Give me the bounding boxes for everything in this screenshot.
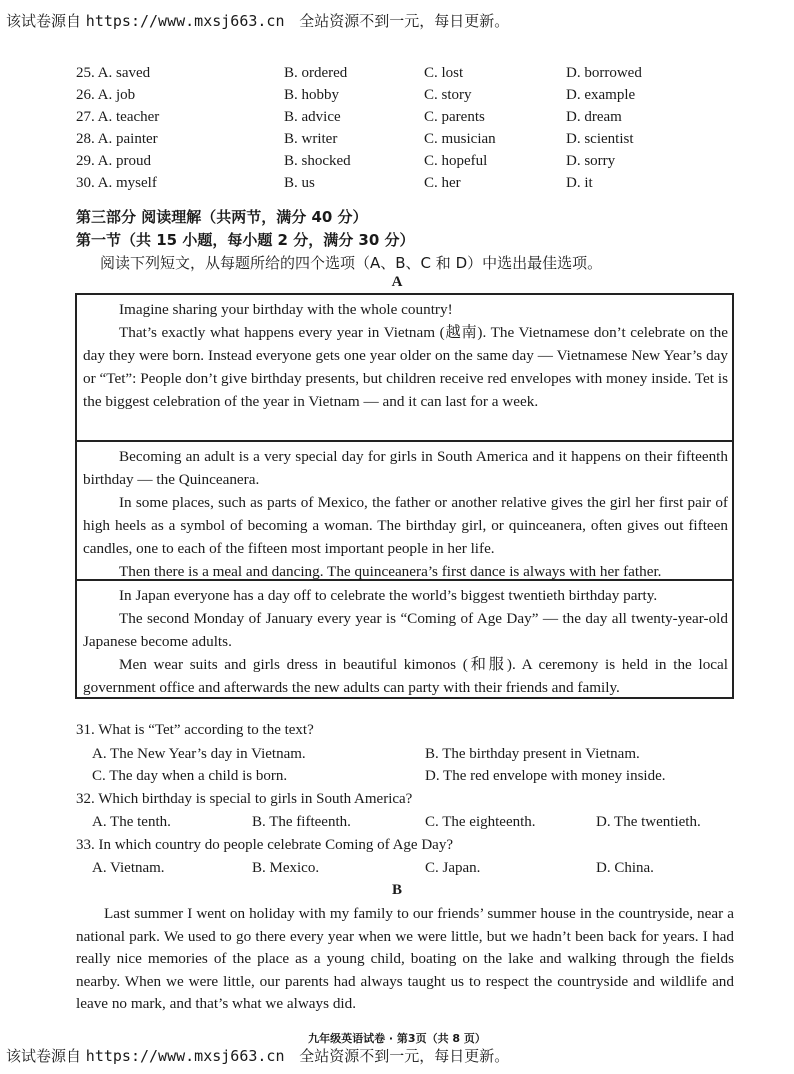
option-b: B. us bbox=[284, 174, 315, 191]
text-box-south-america bbox=[75, 440, 734, 579]
paragraph: Last summer I went on holiday with my family to our friends’ summer house in the countryside, near a national park. We used to go there every year when we were little, but we hadn’t been back for years. I had really nice memories of the place as a young child, boating on the lake and walking through the fields nearby. When we were little, our parents had always taught us to respect the countryside and wildlife and leave no mark, and that’s what we always did. bbox=[76, 905, 734, 1012]
option-d: D. scientist bbox=[566, 130, 634, 147]
answer-33-d: D. China. bbox=[596, 860, 654, 876]
option-row-29 bbox=[76, 150, 716, 172]
question-33: 33. In which country do people celebrate Coming of Age Day? bbox=[76, 837, 453, 853]
passage-b bbox=[76, 903, 734, 1016]
watermark-prefix: 该试卷源自 bbox=[6, 12, 82, 30]
page-footer: 九年级英语试卷 · 第3页（共 8 页） bbox=[308, 1032, 486, 1045]
option-a: 29. A. proud bbox=[76, 152, 151, 169]
option-a: 26. A. job bbox=[76, 86, 136, 103]
option-c: C. parents bbox=[424, 108, 485, 125]
option-d: D. dream bbox=[566, 108, 622, 125]
paragraph: Imagine sharing your birthday with the whole country! bbox=[119, 301, 453, 318]
watermark-bottom bbox=[6, 1045, 509, 1066]
watermark-url[interactable]: https://www.mxsj663.cn bbox=[85, 12, 285, 30]
question-32: 32. Which birthday is special to girls in South America? bbox=[76, 791, 413, 807]
watermark-url[interactable]: https://www.mxsj663.cn bbox=[85, 1047, 285, 1065]
option-d: D. example bbox=[566, 86, 636, 103]
question-31: 31. What is “Tet” according to the text? bbox=[76, 722, 314, 738]
answer-31-a: A. The New Year’s day in Vietnam. bbox=[92, 746, 306, 762]
paragraph: In some places, such as parts of Mexico, the father or another relative gives the girl her first pair of high heels as a symbol of becoming a woman. The birthday girl, or quinceanera, often gives out fifteen candles, one to each of the fifteen most important people in her life. bbox=[83, 494, 728, 557]
option-d: D. borrowed bbox=[566, 64, 642, 81]
option-b: B. ordered bbox=[284, 64, 348, 81]
option-row-30 bbox=[76, 172, 716, 194]
paragraph: Men wear suits and girls dress in beautiful kimonos (和服). A ceremony is held in the local government office and afterwards the new adults can party with their friends and family. bbox=[83, 656, 728, 696]
option-row-25 bbox=[76, 62, 716, 84]
answer-33-a: A. Vietnam. bbox=[92, 860, 165, 876]
part3-title: 第三部分 阅读理解（共两节，满分 40 分） bbox=[76, 208, 368, 226]
watermark-suffix: 全站资源不到一元，每日更新。 bbox=[299, 1047, 510, 1065]
option-b: B. writer bbox=[284, 130, 338, 147]
paragraph: Becoming an adult is a very special day for girls in South America and it happens on their fifteenth birthday — the Quinceanera. bbox=[83, 448, 728, 488]
option-a: 25. A. saved bbox=[76, 64, 151, 81]
section1-title: 第一节（共 15 小题，每小题 2 分，满分 30 分） bbox=[76, 231, 415, 249]
answer-33-c: C. Japan. bbox=[425, 860, 481, 876]
option-row-27 bbox=[76, 106, 716, 128]
watermark-top bbox=[6, 10, 509, 31]
answer-32-c: C. The eighteenth. bbox=[425, 814, 536, 830]
answer-32-a: A. The tenth. bbox=[92, 814, 171, 830]
option-c: C. story bbox=[424, 86, 472, 103]
text-box-vietnam bbox=[75, 293, 734, 440]
answer-32-b: B. The fifteenth. bbox=[252, 814, 351, 830]
answer-32-d: D. The twentieth. bbox=[596, 814, 701, 830]
answer-33-b: B. Mexico. bbox=[252, 860, 320, 876]
watermark-prefix: 该试卷源自 bbox=[6, 1047, 82, 1065]
option-row-26 bbox=[76, 84, 716, 106]
option-a: 28. A. painter bbox=[76, 130, 158, 147]
option-c: C. lost bbox=[424, 64, 464, 81]
answer-31-b: B. The birthday present in Vietnam. bbox=[425, 746, 640, 762]
option-b: B. hobby bbox=[284, 86, 340, 103]
option-c: C. musician bbox=[424, 130, 496, 147]
passage-b-label: B bbox=[391, 882, 402, 898]
watermark-suffix: 全站资源不到一元，每日更新。 bbox=[299, 12, 510, 30]
option-d: D. it bbox=[566, 174, 593, 191]
passage-a-label: A bbox=[391, 274, 403, 290]
paragraph: The second Monday of January every year is “Coming of Age Day” — the day all twenty-year-old Japanese become adults. bbox=[83, 610, 728, 650]
option-row-28 bbox=[76, 128, 716, 150]
option-a: 30. A. myself bbox=[76, 174, 157, 191]
paragraph: In Japan everyone has a day off to celebrate the world’s biggest twentieth birthday party. bbox=[119, 587, 658, 604]
option-b: B. advice bbox=[284, 108, 341, 125]
reading-instruction: 阅读下列短文，从每题所给的四个选项（A、B、C 和 D）中选出最佳选项。 bbox=[100, 254, 603, 272]
text-box-japan bbox=[75, 579, 734, 699]
paragraph: That’s exactly what happens every year in Vietnam (越南). The Vietnamese don’t celebrate on the day they were born. Instead everyone gets one year older on the same day — Vietnamese New Year’s day or “Tet”: People don’t give birthday presents, but children receive red envelopes with money inside. Tet is the biggest celebration of the year in Vietnam — and it can last for a week. bbox=[83, 324, 728, 410]
option-d: D. sorry bbox=[566, 152, 616, 169]
cloze-options bbox=[76, 62, 716, 194]
answer-31-d: D. The red envelope with money inside. bbox=[425, 768, 666, 784]
option-c: C. hopeful bbox=[424, 152, 488, 169]
answer-31-c: C. The day when a child is born. bbox=[92, 768, 288, 784]
option-a: 27. A. teacher bbox=[76, 108, 160, 125]
option-b: B. shocked bbox=[284, 152, 351, 169]
option-c: C. her bbox=[424, 174, 461, 191]
paragraph: Then there is a meal and dancing. The quinceanera’s first dance is always with her father. bbox=[119, 563, 662, 580]
